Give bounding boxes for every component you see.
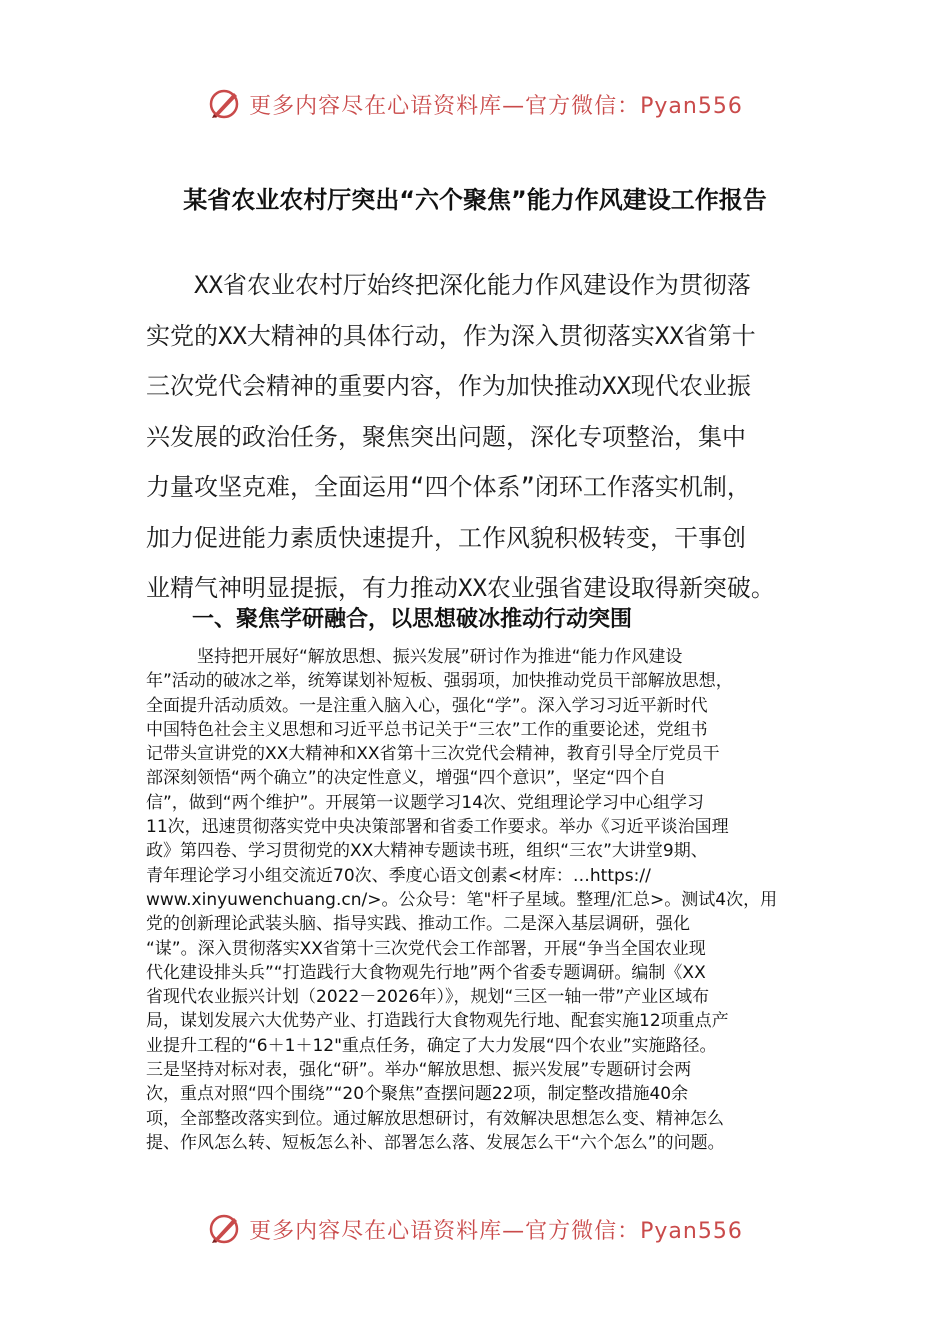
intro-line: 实党的XX大精神的具体行动，作为深入贯彻落实XX省第十	[146, 321, 756, 350]
document-title: 某省农业农村厅突出“六个聚焦”能力作风建设工作报告	[183, 186, 767, 214]
section-1-heading: 一、聚焦学研融合，以思想破冰推动行动突围	[192, 607, 633, 632]
body-line: 提、作风怎么转、短板怎么补、部署怎么落、发展怎么干“六个怎么”的问题。	[146, 1132, 725, 1153]
pen-logo-icon	[207, 87, 241, 121]
body-line: 11次，迅速贯彻落实党中央决策部署和省委工作要求。举办《习近平谈治国理	[146, 817, 729, 838]
footer-banner	[0, 1205, 950, 1253]
body-line: “谋”。深入贯彻落实XX省第十三次党代会工作部署，开展“争当全国农业现	[146, 938, 706, 959]
body-line: 局，谋划发展六大优势产业、打造践行大食物观先行地、配套实施12项重点产	[146, 1011, 729, 1032]
intro-line: 三次党代会精神的重要内容，作为加快推动XX现代农业振	[146, 372, 751, 400]
body-line: 次，重点对照“四个围绕”“20个聚焦”查摆问题22项，制定整改措施40余	[146, 1084, 689, 1105]
body-line: 坚持把开展好“解放思想、振兴发展”研讨作为推进“能力作风建设	[197, 647, 683, 667]
header-banner	[0, 80, 950, 128]
intro-line: 加力促进能力素质快速提升，工作风貌积极转变，干事创	[146, 523, 746, 552]
body-line: 中国特色社会主义思想和习近平总书记关于“三农”工作的重要论述，党组书	[146, 719, 708, 740]
body-line: 部深刻领悟“两个确立”的决定性意义，增强“四个意识”，坚定“四个自	[146, 768, 667, 789]
body-line: 信”，做到“两个维护”。开展第一议题学习14次、党组理论学习中心组学习	[146, 792, 705, 813]
body-line: 项，全部整改落实到位。通过解放思想研讨，有效解决思想怎么变、精神怎么	[146, 1108, 724, 1129]
body-line: 年”活动的破冰之举，统筹谋划补短板、强弱项，加快推动党员干部解放思想，	[146, 671, 733, 692]
footer-banner-text: 更多内容尽在心语资料库—官方微信：Pyan556	[249, 1218, 743, 1244]
body-line: 代化建设排头兵”“打造践行大食物观先行地”两个省委专题调研。编制《XX	[146, 962, 706, 983]
body-line: www.xinyuwenchuang.cn/>。公众号：笔"杆子星域。整理/汇总>。测试4次，用	[146, 889, 778, 910]
body-line: 三是坚持对标对表，强化“研”。举办“解放思想、振兴发展”专题研讨会两	[146, 1060, 692, 1081]
intro-line: XX省农业农村厅始终把深化能力作风建设作为贯彻落	[194, 271, 751, 299]
body-line: 青年理论学习小组交流近70次、季度心语文创素<材库：…https://	[146, 865, 651, 886]
header-banner-text: 更多内容尽在心语资料库—官方微信：Pyan556	[249, 93, 743, 119]
body-line: 全面提升活动质效。一是注重入脑入心，强化“学”。深入学习习近平新时代	[146, 695, 708, 716]
intro-line: 兴发展的政治任务，聚焦突出问题，深化专项整治，集中	[146, 422, 746, 451]
body-line: 记带头宣讲党的XX大精神和XX省第十三次党代会精神，教育引导全厅党员干	[146, 744, 720, 765]
intro-paragraph	[146, 260, 806, 614]
section-1-body	[146, 645, 806, 1155]
body-line: 业提升工程的“6＋1＋12"重点任务，确定了大力发展“四个农业”实施路径。	[146, 1035, 717, 1056]
intro-line: 业精气神明显提振，有力推动XX农业强省建设取得新突破。	[146, 574, 775, 602]
pen-logo-icon	[207, 1212, 241, 1246]
body-line: 政》第四卷、学习贯彻党的XX大精神专题读书班，组织“三农”大讲堂9期、	[146, 841, 708, 862]
intro-line: 力量攻坚克难，全面运用“四个体系”闭环工作落实机制，	[146, 473, 751, 501]
body-line: 省现代农业振兴计划（2022－2026年）》，规划“三区一轴一带”产业区域布	[146, 987, 710, 1008]
body-line: 党的创新理论武装头脑、指导实践、推动工作。二是深入基层调研，强化	[146, 914, 690, 935]
